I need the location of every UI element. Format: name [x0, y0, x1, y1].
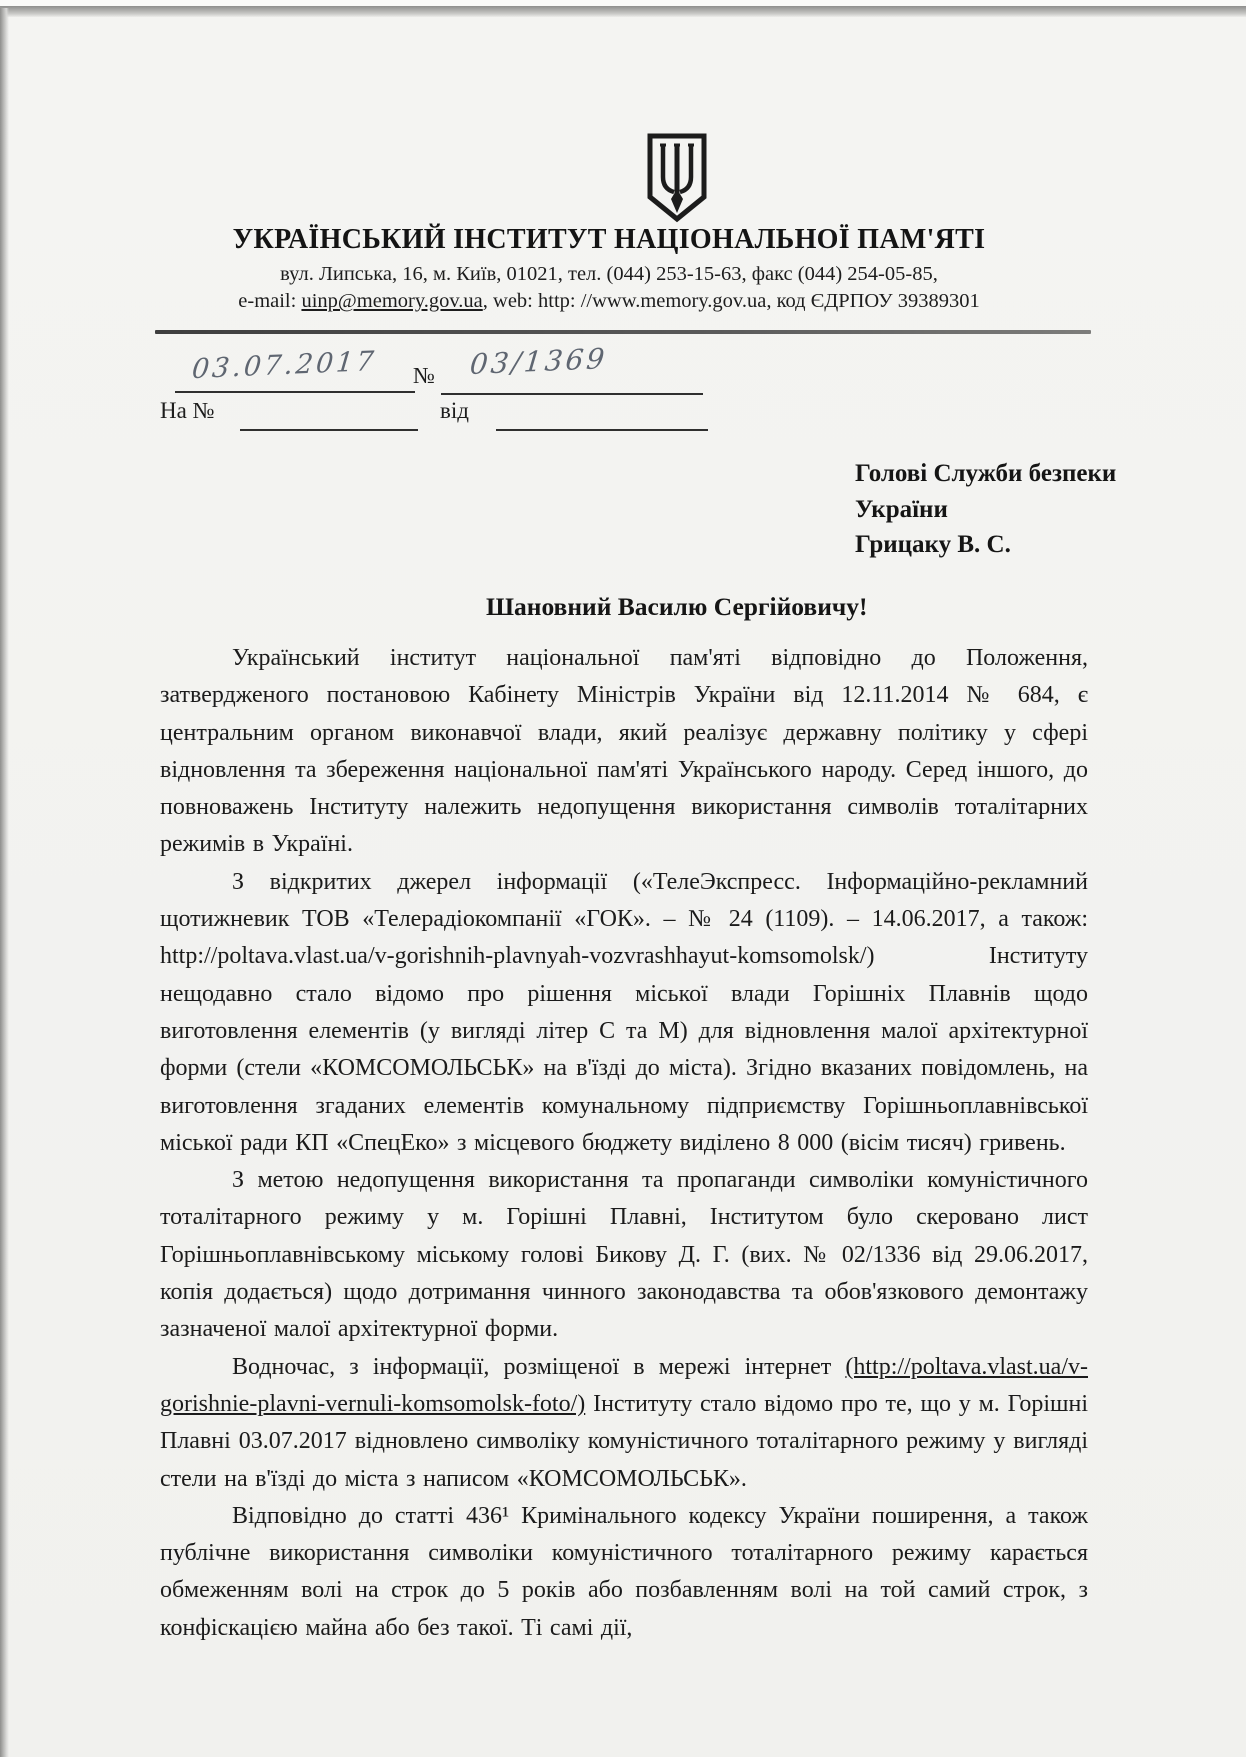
paragraph-5: Відповідно до статті 436¹ Кримінального кодексу України поширення, а також публічне використання символіки комуністичного тоталітарного режиму карається обмеженням волі на строк до 5 років або позбавленням волі на той самий строк, з конфіскацією майна або без такої. Ті самі дії, — [160, 1502, 1088, 1641]
scan-top-shadow — [0, 6, 1246, 17]
number-label: № — [413, 363, 435, 388]
paragraph-4-text: Водночас, з інформації, розміщеної в мережі інтернет — [232, 1353, 846, 1380]
addressee-block — [855, 456, 1116, 563]
organization-contacts — [0, 290, 1218, 313]
salutation: Шановний Василю Сергійовичу! — [486, 592, 868, 621]
paragraph-4-text: Інституту стало відомо про те, що у м. Горішні Плавні 03.07.2017 відновлено символіку комуністичного тоталітарного режиму у вигляді стели на в'їзді до міста з написом «КОМСОМОЛЬСЬК». — [160, 1390, 1088, 1492]
paragraph-2: З відкритих джерел інформації («ТелеЭкспресс. Інформаційно-рекламний щотижневик ТОВ «Телерадіокомпанії «ГОК». – № 24 (1109). – 14.06.2017, а також: http://poltava.vlast.ua/v-gorishnih-plavnyah-vozvrashhayut-komsomolsk/) Інституту нещодавно стало відомо про рішення міської влади Горішніх Плавнів щодо виготовлення елементів (у вигляді літер С та М) для відновлення малої архітектурної форми (стели «КОМСОМОЛЬСЬК» на в'їзді до міста). Згідно вказаних повідомлень, на виготовлення згаданих елементів комунальному підприємству Горішньоплавнівської міської ради КП «СпецЕко» з місцевого бюджету виділено 8 000 (вісім тисяч) гривень. — [160, 868, 1088, 1156]
letterhead-divider — [155, 330, 1091, 334]
letter-body — [160, 640, 1088, 1647]
reply-to-label: На № — [160, 398, 215, 423]
number-blank-line — [441, 393, 703, 395]
reply-number-blank-line — [240, 429, 418, 431]
handwritten-date: 03.07.2017 — [190, 345, 379, 386]
addressee-line: Голові Служби безпеки — [855, 460, 1117, 487]
contact-prefix: e-mail: — [238, 290, 302, 312]
url-text: (http://poltava.vlast.ua/v-gorishnie-plavni-vernuli-komsomolsk-foto/) — [160, 1353, 1088, 1417]
reply-from-label: від — [440, 398, 469, 423]
handwritten-number: 03/1369 — [468, 341, 609, 382]
paragraph-1: Український інститут національної пам'яті відповідно до Положення, затвердженого постановою Кабінету Міністрів України від 12.11.2014 № 684, є центральним органом виконавчої влади, який реалізує державну політику у сфері відновлення та збереження національної пам'яті Українського народу. Серед іншого, до повноважень Інституту належить недопущення використання символів тоталітарних режимів в Україні. — [160, 645, 1088, 858]
paragraph-4 — [160, 1349, 1088, 1498]
organization-address: вул. Липська, 16, м. Київ, 01021, тел. (044) 253-15-63, факс (044) 254-05-85, — [280, 263, 938, 285]
organization-name: УКРАЇНСЬКИЙ ІНСТИТУТ НАЦІОНАЛЬНОЇ ПАМ'ЯТІ — [232, 224, 986, 255]
addressee-line: Грицаку В. С. — [855, 531, 1011, 558]
contact-suffix: , web: http: //www.memory.gov.ua, код ЄДРПОУ 39389301 — [482, 290, 980, 312]
paragraph-3: З метою недопущення використання та пропаганди символіки комуністичного тоталітарного режиму у м. Горішні Плавні, Інститутом було скеровано лист Горішньоплавнівському міському голові Бикову Д. Г. (вих. № 02/1336 від 29.06.2017, копія додається) щодо дотримання чинного законодавства та обов'язкового демонтажу зазначеної малої архітектурної форми. — [160, 1167, 1088, 1343]
email-address: uinp@memory.gov.ua — [301, 290, 483, 312]
addressee-line: України — [855, 495, 948, 523]
ukraine-trident-emblem-icon — [646, 133, 708, 225]
reply-date-blank-line — [496, 429, 708, 431]
date-blank-line — [175, 391, 415, 393]
